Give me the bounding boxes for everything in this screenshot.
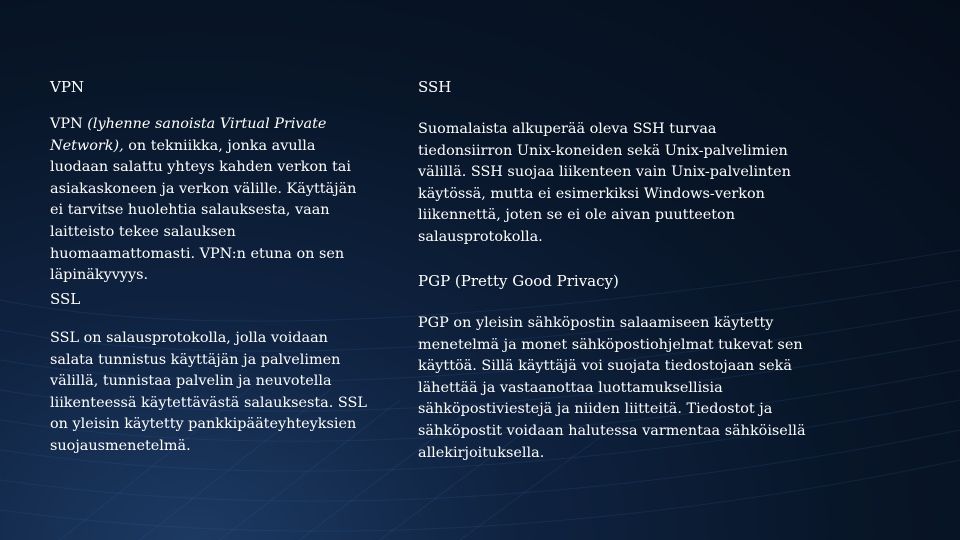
ssl-description: SSL on salausprotokolla, jolla voidaan salata tunnistus käyttäjän ja palvelimen välillä, tunnistaa palvelin ja neuvotella liikenteessä käytettävästä salauksesta. SSL on yleisin käytetty pankkipääteyhteyksien suojausmenetelmä. [50, 330, 367, 454]
ssl-heading: SSL [50, 290, 81, 308]
vpn-description-lead: VPN [50, 116, 88, 132]
vpn-heading: VPN [50, 78, 85, 96]
vpn-description [50, 114, 370, 287]
ssh-heading: SSH [418, 78, 452, 96]
vpn-description-italic: (lyhenne sanoista Virtual Private Network), [50, 116, 327, 154]
pgp-description: PGP on yleisin sähköpostin salaamiseen käytetty menetelmä ja monet sähköpostiohjelmat tukevat sen käyttöä. Sillä käyttäjä voi suojata tiedostojaan sekä lähettää ja vastaanottaa luottamuksellisia sähköpostiviestejä ja niiden liitteitä. Tiedostot ja sähköpostit voidaan halutessa varmentaa sähköisellä allekirjoituksella. [418, 315, 806, 461]
vpn-description-body: on tekniikka, jonka avulla luodaan salattu yhteys kahden verkon tai asiakaskoneen ja verkon välille. Käyttäjän ei tarvitse huolehtia salauksesta, vaan laitteisto tekee salauksen huomaamattomasti. VPN:n etuna on sen läpinäkyvyys. [50, 137, 357, 284]
ssh-description: Suomalaista alkuperää oleva SSH turvaa tiedonsiirron Unix-koneiden sekä Unix-palvelimien välillä. SSH suojaa liikenteen vain Unix-palvelinten käytössä, mutta ei esimerkiksi Windows-verkon liikennettä, joten se ei ole aivan puutteeton salausprotokolla. [418, 121, 791, 245]
pgp-heading: PGP (Pretty Good Privacy) [418, 272, 619, 290]
